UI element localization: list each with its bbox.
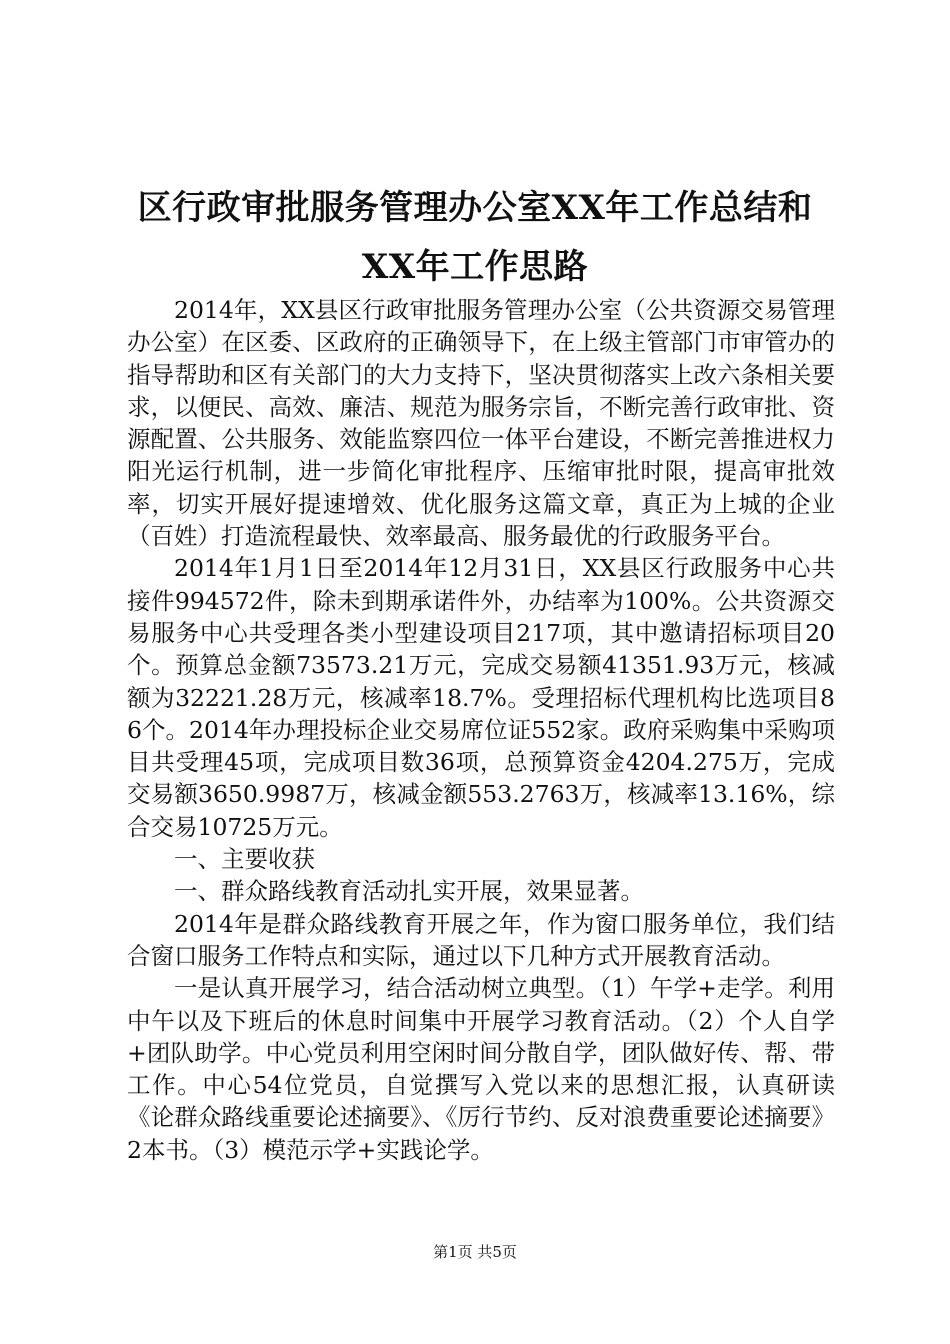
page-number-footer: 第1页 共5页 [433,1243,517,1261]
paragraph-education: 2014年是群众路线教育开展之年，作为窗口服务单位，我们结合窗口服务工作特点和实际，通过以下几种方式开展教育活动。 [127,909,835,970]
paragraph-study: 一是认真开展学习，结合活动树立典型。（1）午学+走学。利用中午以及下班后的休息时间集中开展学习教育活动。（2）个人自学+团队助学。中心党员利用空闲时间分散自学，团队做好传、帮、带工作。中心54位党员，自觉撰写入党以来的思想汇报，认真研读《论群众路线重要论述摘要》、《厉行节约、反对浪费重要论述摘要》2本书。（3）模范示学+实践论学。 [127,974,835,1164]
section-heading: 一、主要收获 [174,845,315,874]
subsection-heading: 一、群众路线教育活动扎实开展，效果显著。 [174,877,644,906]
paragraph-intro: 2014年，XX县区行政审批服务管理办公室（公共资源交易管理办公室）在区委、区政府的正确领导下，在上级主管部门市审管办的指导帮助和区有关部门的大力支持下，坚决贯彻落实上改六条相关要求，以便民、高效、廉洁、规范为服务宗旨，不断完善行政审批、资源配置、公共服务、效能监察四位一体平台建设，不断完善推进权力阳光运行机制，进一步简化审批程序、压缩审批时限，提高审批效率，切实开展好提速增效、优化服务这篇文章，真正为上城的企业（百姓）打造流程最快、效率最高、服务最优的行政服务平台。 [127,296,835,551]
document-title-line-2: XX年工作思路 [361,247,589,287]
document-body [127,294,835,1166]
paragraph-statistics: 2014年1月1日至2014年12月31日，XX县区行政服务中心共接件994572件，除未到期承诺件外，办结率为100%。公共资源交易服务中心共受理各类小型建设项目217项，其中邀请招标项目20个。预算总金额73573.21万元，完成交易额41351.93万元，核减额为32221.28万元，核减率18.7%。受理招标代理机构比选项目86个。2014年办理投标企业交易席位证552家。政府采购集中采购项目共受理45项，完成项目数36项，总预算资金4204.275万，完成交易额3650.9987万，核减金额553.2763万，核减率13.16%，综合交易10725万元。 [127,554,835,841]
document-title-line-1: 区行政审批服务管理办公室XX年工作总结和 [137,188,813,228]
